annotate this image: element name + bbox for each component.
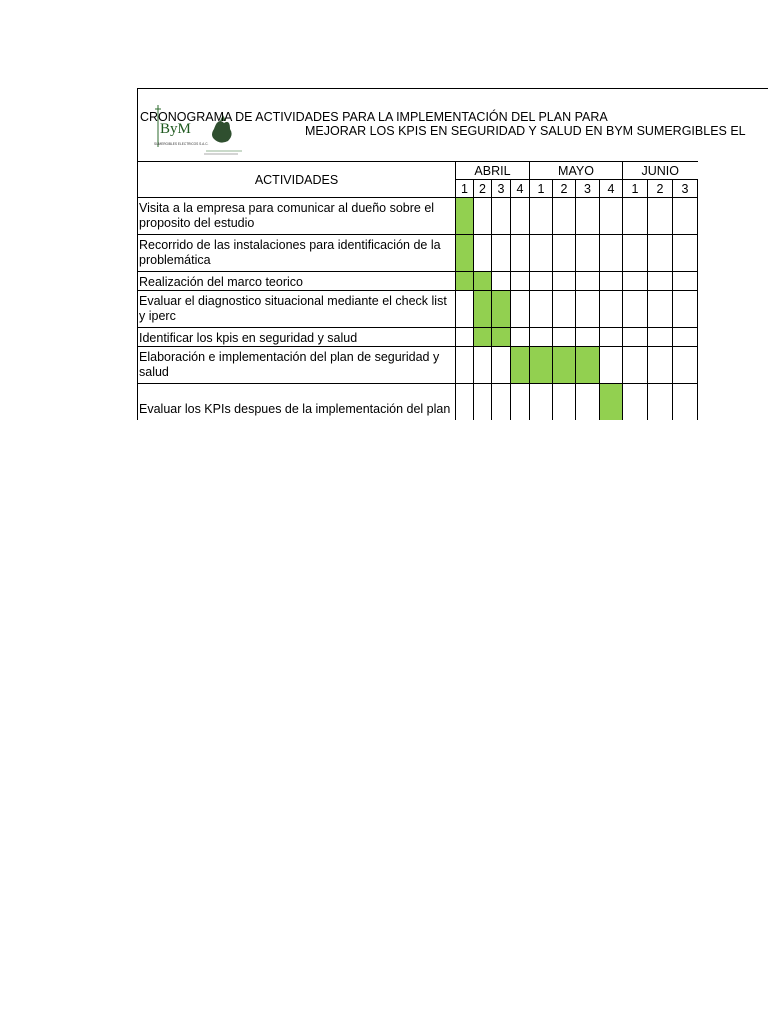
gantt-cell <box>456 328 474 347</box>
gantt-cell <box>553 272 576 291</box>
gantt-cell <box>511 384 530 421</box>
gantt-cell-filled <box>600 384 623 421</box>
gantt-cell <box>673 291 698 328</box>
gantt-cell-filled <box>511 347 530 384</box>
gantt-cell <box>576 198 600 235</box>
week-header: 1 <box>623 180 648 198</box>
gantt-cell <box>648 384 673 421</box>
title-line-1: CRONOGRAMA DE ACTIVIDADES PARA LA IMPLEMENTACIÓN DEL PLAN PARA <box>140 110 608 124</box>
gantt-cell <box>648 272 673 291</box>
week-header: 3 <box>576 180 600 198</box>
gantt-cell-filled <box>576 347 600 384</box>
week-header: 4 <box>511 180 530 198</box>
gantt-cell <box>492 235 511 272</box>
gantt-cell <box>623 235 648 272</box>
gantt-cell <box>623 198 648 235</box>
week-header: 2 <box>648 180 673 198</box>
gantt-cell <box>673 235 698 272</box>
gantt-cell-filled <box>456 198 474 235</box>
gantt-cell-filled <box>492 291 511 328</box>
gantt-cell-filled <box>456 272 474 291</box>
table-row <box>138 384 698 421</box>
schedule-table <box>137 161 698 420</box>
gantt-cell-filled <box>456 235 474 272</box>
gantt-cell <box>623 347 648 384</box>
gantt-cell <box>673 198 698 235</box>
gantt-cell <box>576 291 600 328</box>
gantt-cell <box>530 384 553 421</box>
gantt-cell <box>648 347 673 384</box>
activity-cell: Recorrido de las instalaciones para identificación de la problemática <box>138 235 456 272</box>
gantt-cell-filled <box>474 328 492 347</box>
table-row <box>138 347 698 384</box>
gantt-cell <box>648 198 673 235</box>
activity-cell: Evaluar los KPIs despues de la implementación del plan <box>138 384 456 421</box>
gantt-cell <box>492 347 511 384</box>
gantt-cell <box>511 272 530 291</box>
gantt-cell <box>600 291 623 328</box>
gantt-cell-filled <box>553 347 576 384</box>
gantt-cell <box>492 198 511 235</box>
gantt-cell <box>511 291 530 328</box>
gantt-cell <box>648 291 673 328</box>
gantt-cell <box>673 328 698 347</box>
gantt-cell <box>623 291 648 328</box>
logo-subtext: SUMERGIBLES ELECTRICOS S.A.C. <box>154 142 209 146</box>
gantt-cell <box>673 272 698 291</box>
spreadsheet <box>137 88 768 420</box>
table-row <box>138 328 698 347</box>
gantt-cell <box>530 272 553 291</box>
table-row <box>138 235 698 272</box>
gantt-cell <box>673 384 698 421</box>
gantt-cell <box>474 235 492 272</box>
gantt-cell <box>456 384 474 421</box>
gantt-cell <box>474 198 492 235</box>
gantt-cell <box>530 198 553 235</box>
gantt-cell <box>553 198 576 235</box>
gantt-cell <box>623 272 648 291</box>
month-header-mayo: MAYO <box>530 162 623 180</box>
gantt-cell-filled <box>492 328 511 347</box>
table-row <box>138 198 698 235</box>
activity-cell: Identificar los kpis en seguridad y salud <box>138 328 456 347</box>
week-header: 1 <box>530 180 553 198</box>
gantt-cell <box>600 198 623 235</box>
gantt-cell <box>553 328 576 347</box>
gantt-cell <box>600 235 623 272</box>
table-row <box>138 272 698 291</box>
week-header: 2 <box>553 180 576 198</box>
gantt-cell <box>511 198 530 235</box>
gantt-cell <box>511 235 530 272</box>
gantt-cell <box>492 384 511 421</box>
gantt-cell <box>530 328 553 347</box>
gantt-cell <box>474 384 492 421</box>
gantt-cell <box>553 291 576 328</box>
gantt-cell <box>530 235 553 272</box>
gantt-cell <box>530 291 553 328</box>
gantt-cell <box>511 328 530 347</box>
gantt-cell <box>576 328 600 347</box>
week-header: 4 <box>600 180 623 198</box>
gantt-cell <box>576 272 600 291</box>
gantt-cell <box>456 291 474 328</box>
gantt-cell <box>600 347 623 384</box>
gantt-cell <box>474 347 492 384</box>
activity-cell: Visita a la empresa para comunicar al dueño sobre el proposito del estudio <box>138 198 456 235</box>
gantt-cell <box>673 347 698 384</box>
gantt-cell <box>600 272 623 291</box>
gantt-cell <box>648 235 673 272</box>
gantt-cell <box>456 347 474 384</box>
week-header: 2 <box>474 180 492 198</box>
gantt-cell <box>648 328 673 347</box>
gantt-cell <box>600 328 623 347</box>
gantt-cell <box>623 384 648 421</box>
gantt-cell <box>492 272 511 291</box>
week-header: 3 <box>492 180 511 198</box>
week-header: 1 <box>456 180 474 198</box>
gantt-cell <box>553 235 576 272</box>
gantt-cell-filled <box>530 347 553 384</box>
gantt-cell-filled <box>474 272 492 291</box>
month-header-abril: ABRIL <box>456 162 530 180</box>
gantt-cell <box>576 384 600 421</box>
week-header: 3 <box>673 180 698 198</box>
month-header-junio: JUNIO <box>623 162 698 180</box>
gantt-cell <box>576 235 600 272</box>
title-block <box>137 88 768 161</box>
logo-text: ByM <box>160 121 191 137</box>
gantt-cell <box>553 384 576 421</box>
table-row <box>138 291 698 328</box>
activity-cell: Evaluar el diagnostico situacional mediante el check list y iperc <box>138 291 456 328</box>
activity-cell: Elaboración e implementación del plan de seguridad y salud <box>138 347 456 384</box>
title-line-2: MEJORAR LOS KPIS EN SEGURIDAD Y SALUD EN BYM SUMERGIBLES EL <box>305 124 746 138</box>
gantt-cell-filled <box>474 291 492 328</box>
activity-cell: Realización del marco teorico <box>138 272 456 291</box>
activities-header: ACTIVIDADES <box>138 162 456 198</box>
gantt-cell <box>623 328 648 347</box>
